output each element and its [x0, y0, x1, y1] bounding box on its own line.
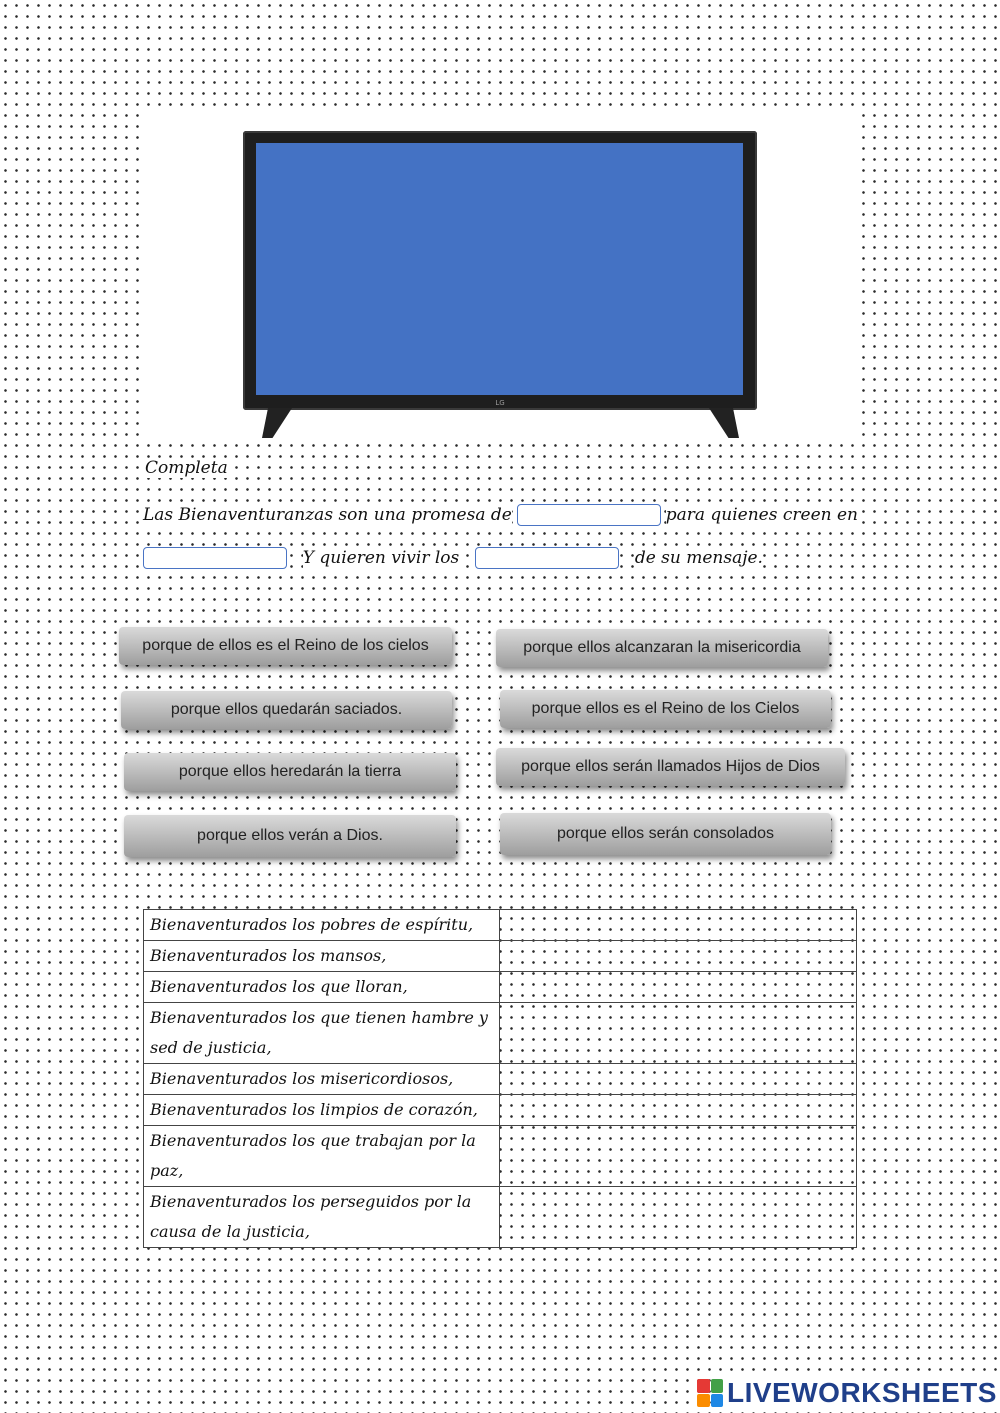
badge-tile — [697, 1379, 710, 1393]
liveworksheets-logo[interactable] — [697, 1376, 997, 1410]
table-row — [144, 1064, 857, 1095]
beatitude-cell: Bienaventurados los que trabajan por la paz, — [144, 1126, 500, 1187]
sentence-text: para quienes creen en — [665, 505, 858, 525]
answer-drop-cell[interactable] — [500, 941, 857, 972]
sentence-line-2 — [143, 544, 763, 572]
tv-brand-logo: LG — [495, 399, 505, 407]
answer-tile[interactable]: porque ellos heredarán la tierra — [124, 753, 456, 791]
table-row — [144, 1095, 857, 1126]
beatitude-cell: Bienaventurados los limpios de corazón, — [144, 1095, 500, 1126]
answer-tile[interactable]: porque ellos verán a Dios. — [124, 815, 456, 857]
table-row — [144, 972, 857, 1003]
answer-blank-1[interactable] — [517, 504, 661, 526]
answer-drop-cell[interactable] — [500, 1187, 857, 1248]
beatitude-cell: Bienaventurados los perseguidos por la causa de la justicia, — [144, 1187, 500, 1248]
table-row — [144, 910, 857, 941]
beatitude-cell: Bienaventurados los mansos, — [144, 941, 500, 972]
badge-tile — [711, 1394, 724, 1408]
sentence-line-1 — [143, 501, 858, 529]
table-row — [144, 941, 857, 972]
table-row — [144, 1003, 857, 1064]
answer-drop-cell[interactable] — [500, 910, 857, 941]
sentence-text: de su mensaje. — [634, 548, 763, 568]
answer-drop-cell[interactable] — [500, 1095, 857, 1126]
answer-tile[interactable]: porque ellos es el Reino de los Cielos — [500, 690, 831, 728]
table-row — [144, 1126, 857, 1187]
beatitude-cell: Bienaventurados los pobres de espíritu, — [144, 910, 500, 941]
beatitude-cell: Bienaventurados los que tienen hambre y sed de justicia, — [144, 1003, 500, 1064]
exercise-heading: Completa — [145, 458, 228, 478]
sentence-text: Y quieren vivir los — [302, 548, 460, 568]
answer-drop-cell[interactable] — [500, 1126, 857, 1187]
badge-tile — [697, 1394, 710, 1408]
answer-drop-cell[interactable] — [500, 972, 857, 1003]
answer-tile[interactable]: porque ellos serán llamados Hijos de Dios — [496, 748, 845, 786]
sentence-text: Las Bienaventuranzas son una promesa de — [143, 505, 512, 525]
answer-tile[interactable]: porque ellos quedarán saciados. — [121, 691, 452, 729]
answer-tile[interactable]: porque de ellos es el Reino de los cielos — [119, 627, 452, 665]
answer-tile[interactable]: porque ellos alcanzaran la misericordia — [496, 629, 828, 667]
beatitude-cell: Bienaventurados los misericordiosos, — [144, 1064, 500, 1095]
answer-drop-cell[interactable] — [500, 1064, 857, 1095]
brand-name: LIVEWORKSHEETS — [727, 1377, 997, 1408]
tv-screen — [256, 143, 743, 395]
beatitude-cell: Bienaventurados los que lloran, — [144, 972, 500, 1003]
answer-drop-cell[interactable] — [500, 1003, 857, 1064]
matching-table — [143, 909, 857, 1248]
liveworksheets-badge-icon — [697, 1379, 723, 1407]
answer-blank-2[interactable] — [143, 547, 287, 569]
answer-blank-3[interactable] — [475, 547, 619, 569]
answer-tile[interactable]: porque ellos serán consolados — [500, 813, 831, 855]
table-row — [144, 1187, 857, 1248]
badge-tile — [711, 1379, 724, 1393]
